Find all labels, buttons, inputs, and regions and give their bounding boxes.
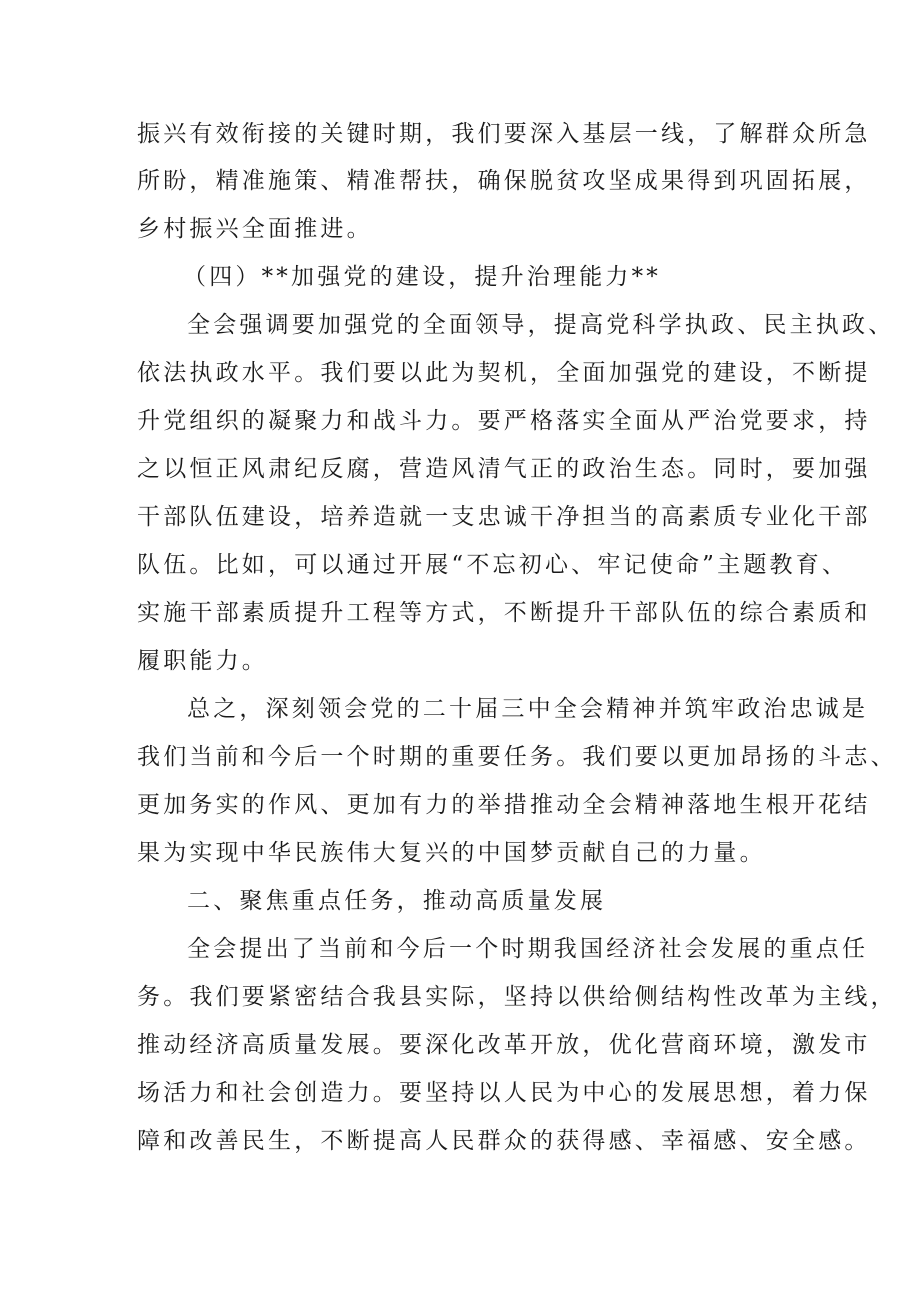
text-line: 推动经济高质量发展。要深化改革开放，优化营商环境，激发市: [137, 1032, 871, 1058]
text-line: 队伍。比如，可以通过开展“不忘初心、牢记使命”主题教育、: [137, 552, 849, 578]
text-line: 我们当前和今后一个时期的重要任务。我们要以更加昂扬的斗志、: [137, 744, 897, 770]
section-heading: 二、聚焦重点任务，推动高质量发展: [187, 888, 607, 914]
section-heading: （四）**加强党的建设，提升治理能力**: [183, 264, 661, 290]
text-line: 全会提出了当前和今后一个时期我国经济社会发展的重点任: [187, 936, 869, 962]
text-line: 场活力和社会创造力。要坚持以人民为中心的发展思想，着力保: [137, 1080, 871, 1106]
text-line: 实施干部素质提升工程等方式，不断提升干部队伍的综合素质和: [137, 600, 871, 626]
text-line: 所盼，精准施策、精准帮扶，确保脱贫攻坚成果得到巩固拓展，: [137, 168, 871, 194]
text-line: 总之，深刻领会党的二十届三中全会精神并筑牢政治忠诚是: [187, 696, 869, 722]
text-line: 之以恒正风肃纪反腐，营造风清气正的政治生态。同时，要加强: [137, 456, 871, 482]
text-line: 乡村振兴全面推进。: [137, 216, 373, 242]
text-line: 履职能力。: [137, 648, 268, 674]
text-line: 干部队伍建设，培养造就一支忠诚干净担当的高素质专业化干部: [137, 504, 871, 530]
text-line: 更加务实的作风、更加有力的举措推动全会精神落地生根开花结: [137, 792, 871, 818]
text-line: 升党组织的凝聚力和战斗力。要严格落实全面从严治党要求，持: [137, 408, 871, 434]
text-line: 振兴有效衔接的关键时期，我们要深入基层一线，了解群众所急: [137, 121, 871, 147]
text-line: 全会强调要加强党的全面领导，提高党科学执政、民主执政、: [187, 312, 895, 338]
text-line: 务。我们要紧密结合我县实际，坚持以供给侧结构性改革为主线，: [137, 984, 897, 1010]
text-line: 果为实现中华民族伟大复兴的中国梦贡献自己的力量。: [137, 840, 766, 866]
text-line: 障和改善民生，不断提高人民群众的获得感、幸福感、安全感。: [137, 1128, 871, 1154]
text-line: 依法执政水平。我们要以此为契机，全面加强党的建设，不断提: [137, 360, 871, 386]
